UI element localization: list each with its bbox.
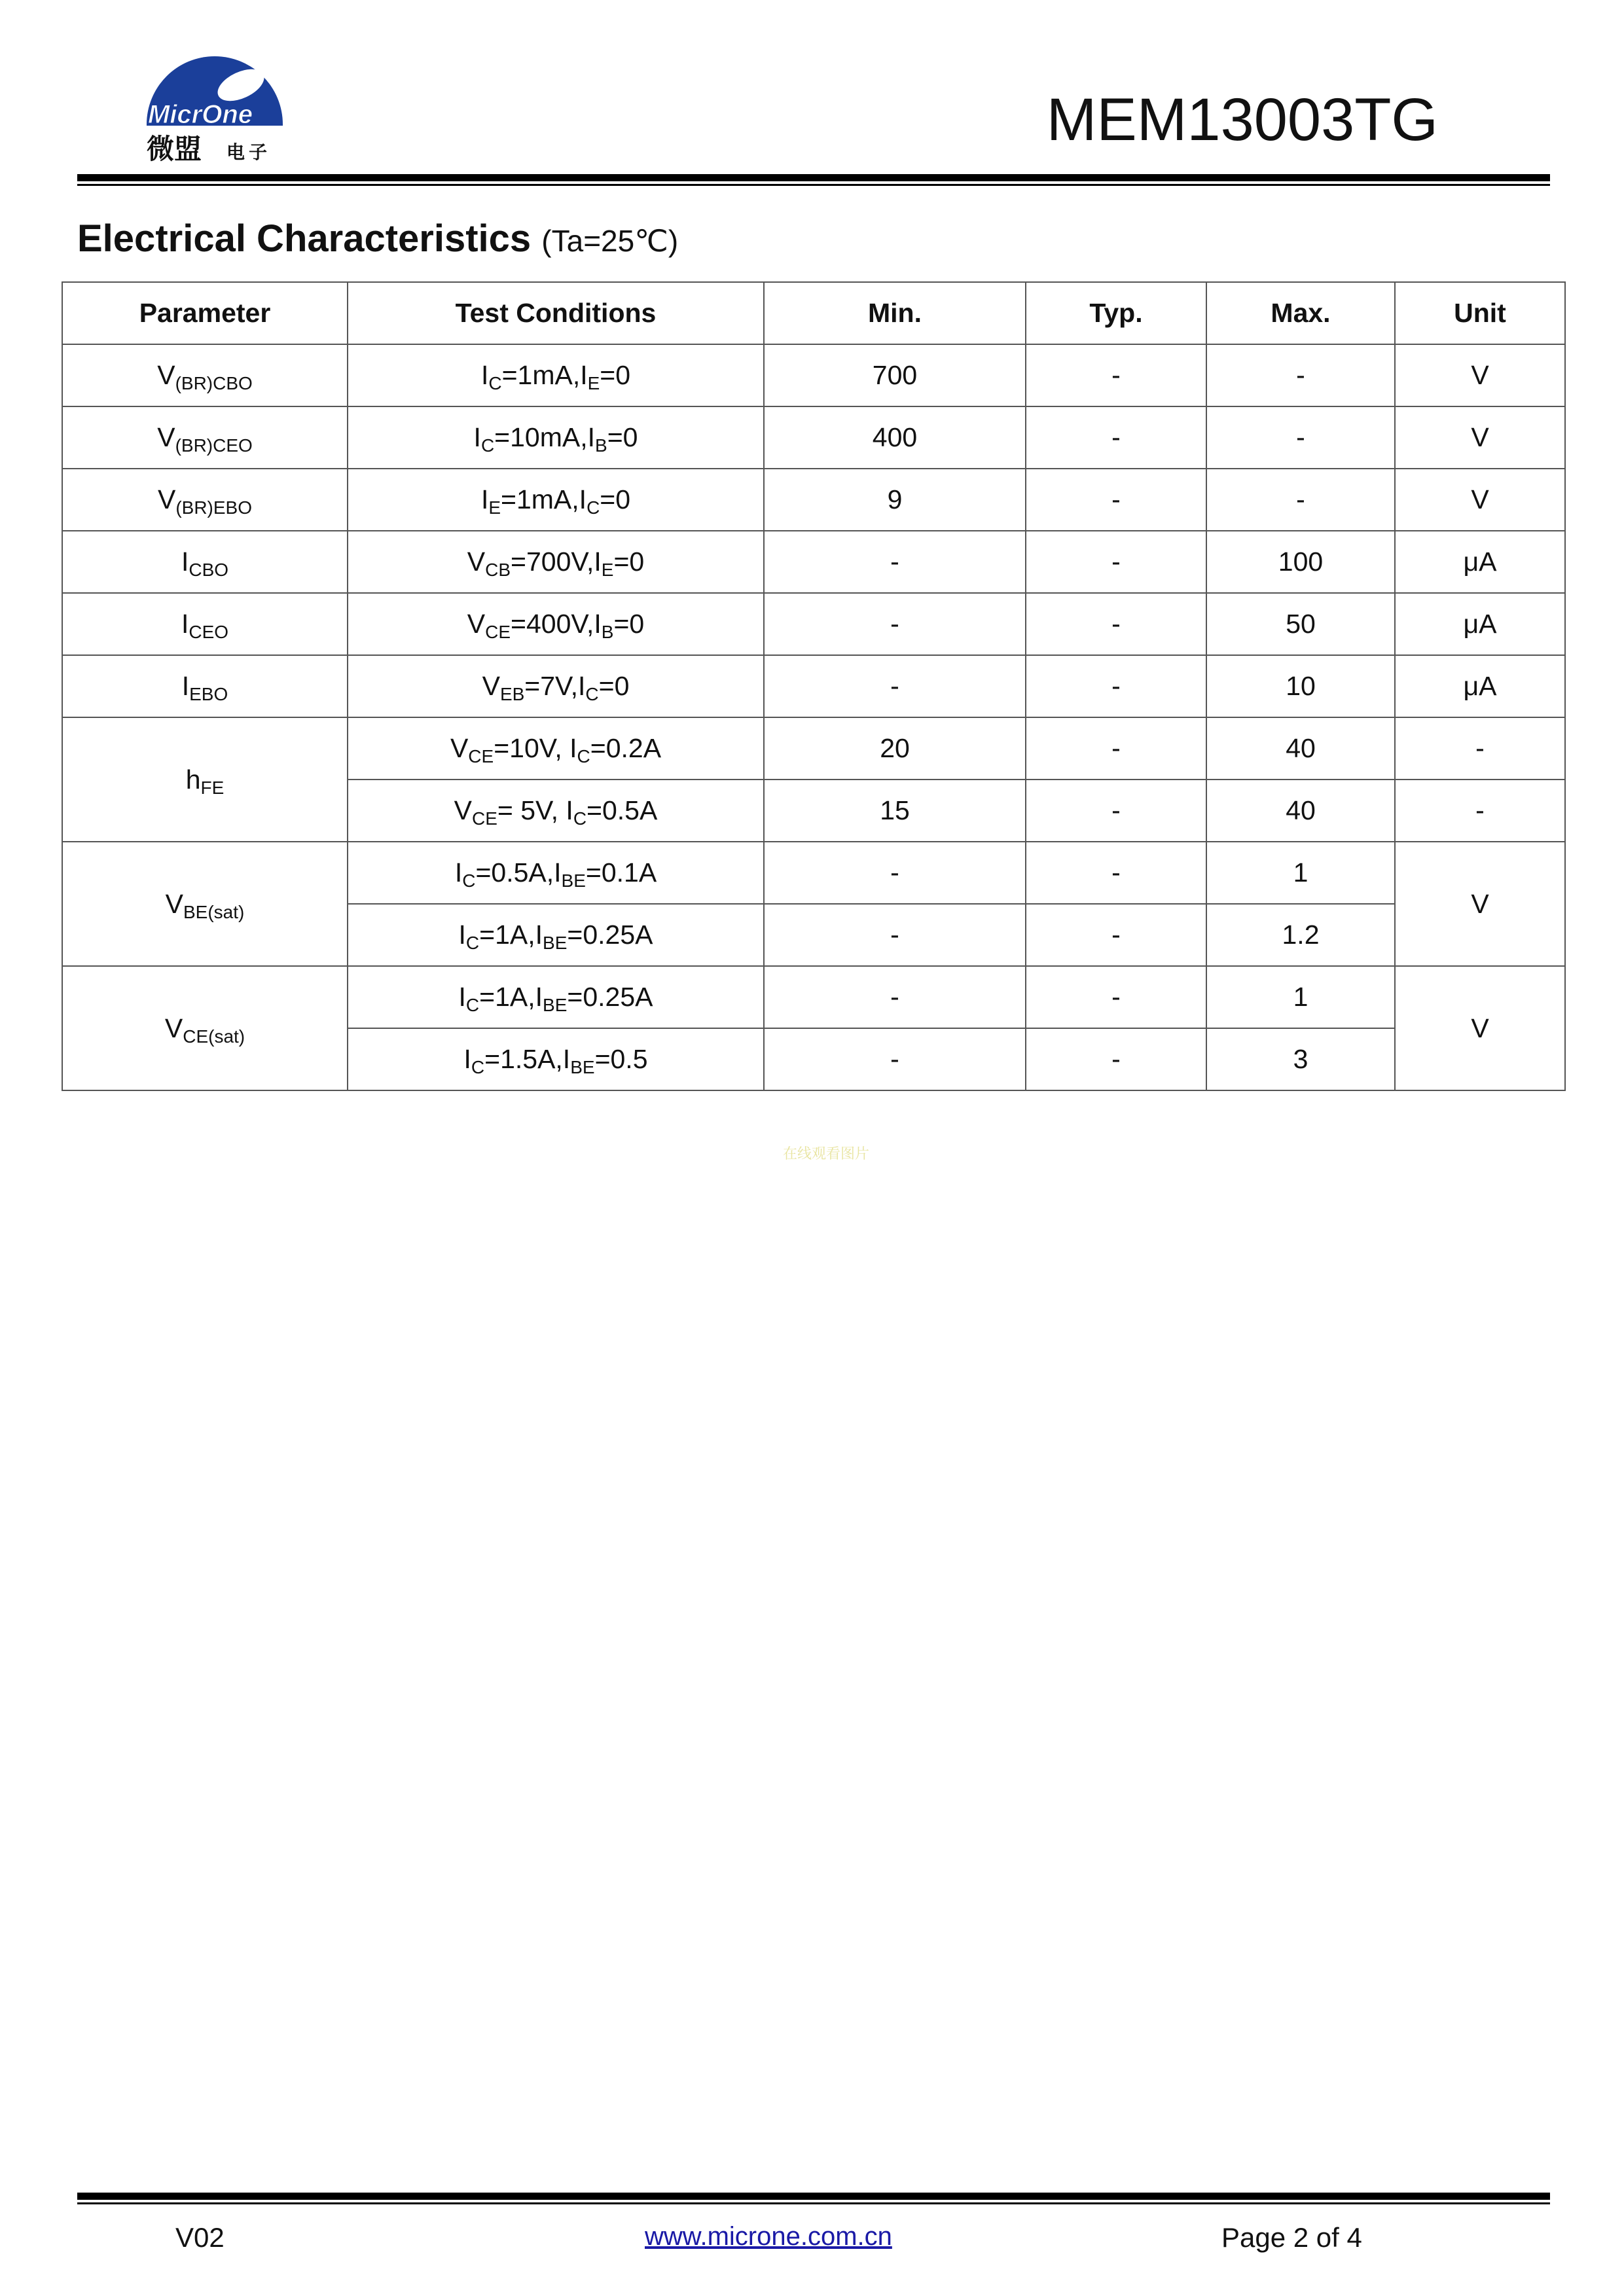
condition-subscript: B	[595, 435, 607, 456]
param-subscript: CE(sat)	[183, 1026, 245, 1047]
table-row	[62, 593, 1565, 655]
condition-text: I	[458, 920, 466, 950]
parameter-cell	[62, 842, 348, 966]
part-number: MEM13003TG	[1046, 86, 1438, 153]
unit-cell: -	[1395, 780, 1565, 842]
param-symbol: h	[185, 764, 201, 795]
parameter-cell	[62, 966, 348, 1090]
min-cell: 15	[764, 780, 1026, 842]
condition-subscript: B	[601, 622, 614, 642]
test-condition-cell	[348, 344, 764, 406]
parameter-cell	[62, 655, 348, 717]
max-cell: 10	[1206, 655, 1395, 717]
condition-text: =1A,I	[479, 920, 543, 950]
condition-text: V	[482, 671, 500, 701]
max-cell: 1.2	[1206, 904, 1395, 966]
param-symbol: V	[157, 484, 176, 514]
unit-cell: μA	[1395, 593, 1565, 655]
param-symbol: V	[157, 422, 175, 452]
footer-rule-thin	[77, 2202, 1550, 2204]
param-symbol: I	[181, 547, 189, 577]
condition-text: =0	[598, 671, 630, 701]
condition-subscript: BE	[543, 995, 568, 1015]
electrical-characteristics-table	[62, 281, 1566, 1091]
typ-cell: -	[1026, 966, 1206, 1028]
table-row	[62, 966, 1565, 1028]
unit-cell: V	[1395, 344, 1565, 406]
condition-text: =0.1A	[585, 857, 657, 888]
condition-subscript: C	[465, 933, 480, 953]
header-unit: Unit	[1395, 282, 1565, 344]
unit-cell: V	[1395, 966, 1565, 1090]
condition-text: =0	[613, 547, 645, 577]
min-cell: 700	[764, 344, 1026, 406]
condition-text: =1A,I	[479, 982, 543, 1012]
typ-cell: -	[1026, 717, 1206, 780]
parameter-cell	[62, 469, 348, 531]
unit-cell: V	[1395, 406, 1565, 469]
param-symbol: V	[157, 360, 175, 390]
header-test-conditions: Test Conditions	[348, 282, 764, 344]
condition-text: =0.25A	[567, 982, 653, 1012]
param-symbol: V	[165, 888, 183, 919]
param-subscript: (BR)CEO	[175, 435, 253, 456]
condition-text: =10mA,I	[494, 422, 596, 452]
footer-rule-thick	[77, 2193, 1550, 2200]
header-max: Max.	[1206, 282, 1395, 344]
condition-text: =0	[600, 484, 631, 514]
typ-cell: -	[1026, 1028, 1206, 1090]
condition-subscript: BE	[543, 933, 568, 953]
min-cell: -	[764, 904, 1026, 966]
param-subscript: (BR)CBO	[175, 373, 253, 393]
unit-cell: μA	[1395, 531, 1565, 593]
min-cell: -	[764, 593, 1026, 655]
footer-version: V02	[175, 2222, 225, 2253]
condition-text: I	[480, 484, 489, 514]
condition-text: =0.5	[594, 1044, 648, 1074]
param-subscript: BE(sat)	[183, 901, 245, 922]
param-subscript: FE	[200, 777, 225, 798]
typ-cell: -	[1026, 842, 1206, 904]
test-condition-cell	[348, 531, 764, 593]
max-cell: 3	[1206, 1028, 1395, 1090]
header-min: Min.	[764, 282, 1026, 344]
parameter-cell	[62, 344, 348, 406]
condition-text: =1mA,I	[501, 484, 587, 514]
condition-subscript: BE	[570, 1057, 595, 1077]
test-condition-cell	[348, 469, 764, 531]
min-cell: -	[764, 1028, 1026, 1090]
max-cell: 40	[1206, 780, 1395, 842]
header-parameter: Parameter	[62, 282, 348, 344]
condition-text: V	[467, 547, 486, 577]
typ-cell: -	[1026, 531, 1206, 593]
watermark: 在线观看图片	[783, 1145, 870, 1162]
condition-subscript: E	[488, 497, 501, 518]
condition-subscript: C	[585, 684, 599, 704]
table-row	[62, 655, 1565, 717]
param-subscript: EBO	[189, 684, 228, 704]
typ-cell: -	[1026, 904, 1206, 966]
param-symbol: I	[181, 671, 190, 701]
condition-text: V	[454, 795, 472, 825]
typ-cell: -	[1026, 344, 1206, 406]
condition-subscript: C	[573, 808, 587, 829]
company-logo	[143, 39, 287, 170]
condition-subscript: C	[465, 995, 480, 1015]
min-cell: 400	[764, 406, 1026, 469]
condition-subscript: C	[488, 373, 502, 393]
condition-subscript: CB	[485, 560, 511, 580]
condition-subscript: CE	[468, 746, 494, 766]
min-cell: -	[764, 966, 1026, 1028]
param-subscript: (BR)EBO	[175, 497, 253, 518]
logo-text-cn-small: 电子	[226, 141, 272, 163]
max-cell: 1	[1206, 842, 1395, 904]
max-cell: -	[1206, 469, 1395, 531]
max-cell: -	[1206, 406, 1395, 469]
unit-cell: -	[1395, 717, 1565, 780]
max-cell: 100	[1206, 531, 1395, 593]
test-condition-cell	[348, 593, 764, 655]
condition-text: =1mA,I	[501, 360, 588, 390]
condition-text: =0	[600, 360, 631, 390]
typ-cell: -	[1026, 406, 1206, 469]
condition-text: V	[467, 609, 486, 639]
test-condition-cell	[348, 655, 764, 717]
param-subscript: CEO	[189, 622, 229, 642]
condition-text: V	[450, 733, 469, 763]
condition-subscript: E	[601, 560, 614, 580]
table-row	[62, 344, 1565, 406]
condition-subscript: C	[480, 435, 495, 456]
test-condition-cell	[348, 406, 764, 469]
typ-cell: -	[1026, 593, 1206, 655]
condition-text: I	[454, 857, 463, 888]
parameter-cell	[62, 531, 348, 593]
condition-subscript: C	[586, 497, 600, 518]
condition-text: =0	[613, 609, 645, 639]
test-condition-cell	[348, 717, 764, 780]
table-header-row	[62, 282, 1565, 344]
test-condition-cell	[348, 1028, 764, 1090]
typ-cell: -	[1026, 655, 1206, 717]
table-row	[62, 531, 1565, 593]
condition-text: =1.5A,I	[484, 1044, 571, 1074]
condition-text: =0	[607, 422, 638, 452]
condition-text: =0.25A	[567, 920, 653, 950]
typ-cell: -	[1026, 780, 1206, 842]
table-row	[62, 469, 1565, 531]
condition-text: =0.5A	[586, 795, 658, 825]
parameter-cell	[62, 406, 348, 469]
condition-text: I	[463, 1044, 471, 1074]
condition-text: I	[480, 360, 489, 390]
condition-subscript: CE	[472, 808, 497, 829]
param-symbol: I	[181, 609, 189, 639]
header-rule-thin	[77, 184, 1550, 186]
max-cell: 50	[1206, 593, 1395, 655]
condition-text: I	[473, 422, 481, 452]
min-cell: -	[764, 655, 1026, 717]
typ-cell: -	[1026, 469, 1206, 531]
max-cell: -	[1206, 344, 1395, 406]
table-row	[62, 842, 1565, 904]
header-rule-thick	[77, 174, 1550, 181]
logo-text-en: MicrOne	[148, 100, 253, 129]
test-condition-cell	[348, 780, 764, 842]
condition-subscript: C	[462, 870, 476, 891]
section-title-text: Electrical Characteristics	[77, 217, 532, 260]
condition-subscript: BE	[561, 870, 586, 891]
condition-text: =0.2A	[590, 733, 662, 763]
test-condition-cell	[348, 904, 764, 966]
condition-text: =10V, I	[494, 733, 577, 763]
unit-cell: V	[1395, 842, 1565, 966]
condition-text: =700V,I	[511, 547, 602, 577]
min-cell: 9	[764, 469, 1026, 531]
test-condition-cell	[348, 966, 764, 1028]
parameter-cell	[62, 717, 348, 842]
condition-subscript: C	[577, 746, 590, 766]
header-typ: Typ.	[1026, 282, 1206, 344]
max-cell: 40	[1206, 717, 1395, 780]
unit-cell: V	[1395, 469, 1565, 531]
condition-text: =400V,I	[511, 609, 602, 639]
condition-text: =7V,I	[524, 671, 586, 701]
condition-subscript: E	[587, 373, 600, 393]
param-symbol: V	[164, 1013, 183, 1043]
condition-text: I	[458, 982, 466, 1012]
condition-text: =0.5A,I	[475, 857, 562, 888]
min-cell: -	[764, 531, 1026, 593]
condition-text: = 5V, I	[497, 795, 573, 825]
table-row	[62, 406, 1565, 469]
min-cell: 20	[764, 717, 1026, 780]
condition-subscript: CE	[485, 622, 511, 642]
table-row	[62, 717, 1565, 780]
param-subscript: CBO	[189, 560, 229, 580]
test-condition-cell	[348, 842, 764, 904]
logo-text-cn: 微盟	[147, 133, 202, 165]
max-cell: 1	[1206, 966, 1395, 1028]
condition-subscript: EB	[499, 684, 525, 704]
footer-page-number: Page 2 of 4	[1221, 2222, 1362, 2253]
min-cell: -	[764, 842, 1026, 904]
section-title-condition: (Ta=25℃)	[541, 224, 679, 258]
footer-website-link[interactable]: www.microne.com.cn	[645, 2222, 892, 2251]
unit-cell: μA	[1395, 655, 1565, 717]
condition-subscript: C	[471, 1057, 485, 1077]
section-title	[77, 216, 678, 262]
parameter-cell	[62, 593, 348, 655]
